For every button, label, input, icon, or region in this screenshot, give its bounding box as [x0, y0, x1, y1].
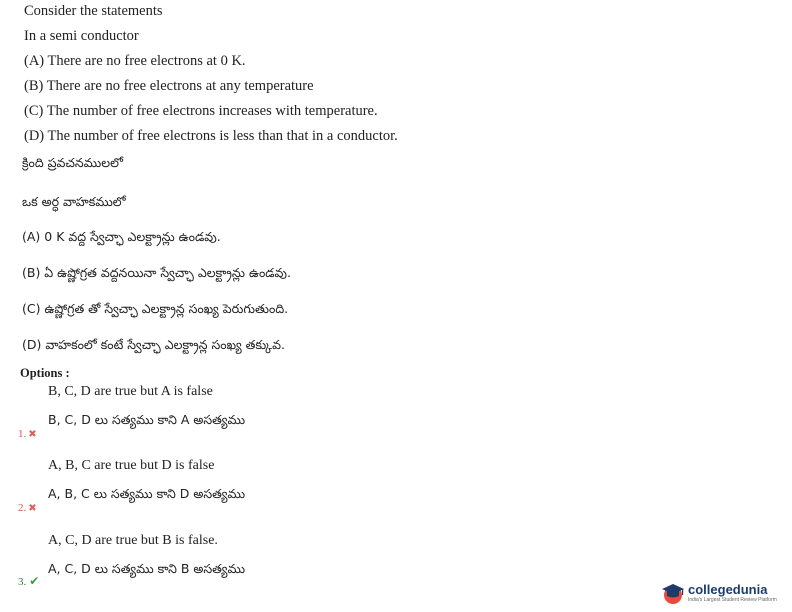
option-1-en[interactable]: B, C, D are true but A is false — [48, 384, 213, 399]
option-2-number: 2. ✖ — [18, 502, 37, 514]
statement-a-te: (A) 0 K వద్ద స్వేచ్ఛా ఎలక్ట్రాన్లు ఉండవు. — [22, 229, 221, 244]
option-2-en[interactable]: A, B, C are true but D is false — [48, 458, 215, 473]
logo-tagline: India's Largest Student Review Platform — [688, 597, 777, 603]
statement-c-en: (C) The number of free electrons increases with temperature. — [24, 103, 378, 119]
option-2-te[interactable]: A, B, C లు సత్యము కాని D అసత్యము — [48, 486, 246, 501]
logo-name: collegedunia — [688, 582, 768, 597]
option-3-te[interactable]: A, C, D లు సత్యము కాని B అసత్యము — [48, 561, 246, 576]
wrong-mark-icon: ✖ — [28, 503, 37, 514]
options-label: Options : — [20, 366, 70, 380]
statement-d-te: (D) వాహకంలో కంటే స్వేచ్ఛా ఎలక్ట్రాన్ల సంఖ్య తక్కువ. — [22, 337, 285, 352]
wrong-mark-icon: ✖ — [28, 429, 37, 440]
question-line-2-te: ఒక అర్ధ వాహకములో — [22, 194, 126, 209]
correct-mark-icon: ✔ — [29, 574, 40, 588]
statement-a-en: (A) There are no free electrons at 0 K. — [24, 53, 246, 69]
graduation-cap-logo-icon — [660, 580, 686, 606]
statement-d-en: (D) The number of free electrons is less than that in a conductor. — [24, 128, 398, 144]
option-3-en[interactable]: A, C, D are true but B is false. — [48, 533, 218, 548]
statement-b-en: (B) There are no free electrons at any temperature — [24, 78, 314, 94]
collegedunia-logo — [660, 580, 777, 606]
option-3-number: 3. ✔ — [18, 574, 40, 588]
option-1-number: 1. ✖ — [18, 428, 37, 440]
question-line-1: Consider the statements — [24, 3, 163, 19]
question-line-2: In a semi conductor — [24, 28, 139, 44]
statement-c-te: (C) ఉష్ణోగ్రత తో స్వేచ్ఛా ఎలక్ట్రాన్ల సంఖ్య పెరుగుతుంది. — [22, 301, 289, 316]
question-line-1-te: క్రింది ప్రవచనములలో — [22, 155, 123, 170]
option-1-te[interactable]: B, C, D లు సత్యము కాని A అసత్యము — [48, 412, 246, 427]
statement-b-te: (B) ఏ ఉష్ణోగ్రత వద్దనయినా స్వేచ్ఛా ఎలక్ట్రాన్లు ఉండవు. — [22, 265, 291, 280]
